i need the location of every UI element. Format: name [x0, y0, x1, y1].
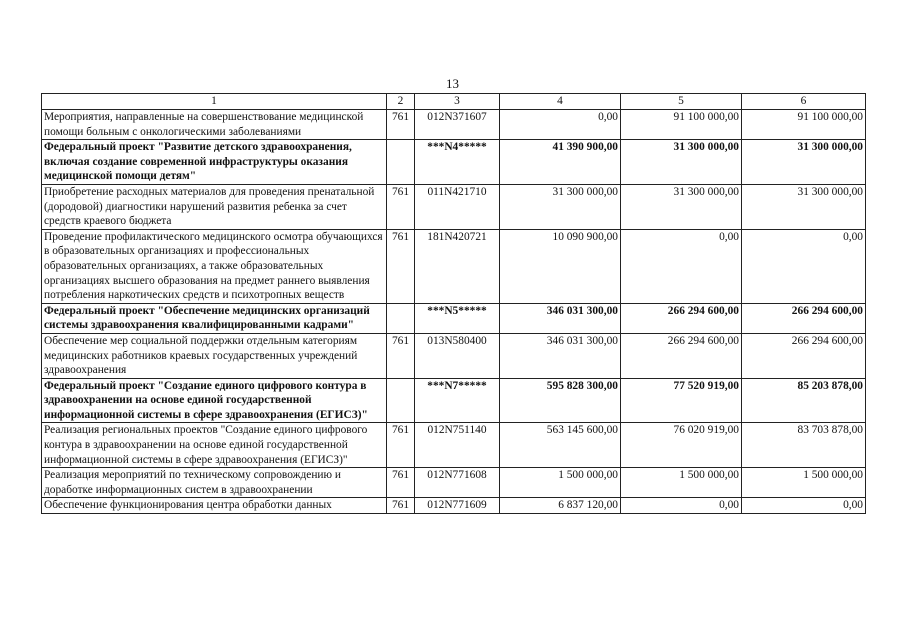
table-row: [42, 184, 866, 229]
row-grbs: [387, 378, 415, 423]
row-grbs: 761: [387, 468, 415, 498]
row-grbs: 761: [387, 229, 415, 303]
row-value-1: 10 090 900,00: [500, 229, 621, 303]
row-value-2: 0,00: [621, 229, 742, 303]
row-value-1: 41 390 900,00: [500, 140, 621, 185]
row-value-1: 346 031 300,00: [500, 303, 621, 333]
table-row: [42, 229, 866, 303]
header-cell-6: 6: [742, 94, 866, 110]
row-value-2: 31 300 000,00: [621, 184, 742, 229]
row-name: Обеспечение функционирования центра обработки данных: [42, 498, 387, 514]
row-grbs: 761: [387, 333, 415, 378]
row-value-2: 76 020 919,00: [621, 423, 742, 468]
row-value-1: 6 837 120,00: [500, 498, 621, 514]
row-value-3: 91 100 000,00: [742, 110, 866, 140]
row-code: ***N4*****: [415, 140, 500, 185]
row-grbs: [387, 140, 415, 185]
row-code: 012N371607: [415, 110, 500, 140]
table-header-row: [42, 94, 866, 110]
row-value-2: 77 520 919,00: [621, 378, 742, 423]
row-name: Приобретение расходных материалов для проведения пренатальной (дородовой) диагностики нарушений развития ребенка за счет средств краевого бюджета: [42, 184, 387, 229]
row-name: Реализация мероприятий по техническому сопровождению и доработке информационных систем в здравоохранении: [42, 468, 387, 498]
row-value-3: 1 500 000,00: [742, 468, 866, 498]
row-value-1: 346 031 300,00: [500, 333, 621, 378]
row-code: 181N420721: [415, 229, 500, 303]
row-value-1: 563 145 600,00: [500, 423, 621, 468]
row-value-2: 31 300 000,00: [621, 140, 742, 185]
row-value-1: 0,00: [500, 110, 621, 140]
budget-table: [41, 93, 866, 514]
row-code: 012N751140: [415, 423, 500, 468]
table-row: [42, 303, 866, 333]
row-name: Обеспечение мер социальной поддержки отдельным категориям медицинских работников краевых государственных учреждений здравоохранения: [42, 333, 387, 378]
table-row: [42, 468, 866, 498]
row-value-3: 83 703 878,00: [742, 423, 866, 468]
row-value-1: 1 500 000,00: [500, 468, 621, 498]
row-grbs: 761: [387, 423, 415, 468]
row-value-2: 266 294 600,00: [621, 333, 742, 378]
table-row: [42, 140, 866, 185]
header-cell-5: 5: [621, 94, 742, 110]
header-cell-4: 4: [500, 94, 621, 110]
row-name: Федеральный проект "Обеспечение медицинских организаций системы здравоохранения квалифицированными кадрами": [42, 303, 387, 333]
row-value-2: 91 100 000,00: [621, 110, 742, 140]
row-grbs: [387, 303, 415, 333]
row-name: Мероприятия, направленные на совершенствование медицинской помощи больным с онкологическими заболеваниями: [42, 110, 387, 140]
table-row: [42, 110, 866, 140]
row-grbs: 761: [387, 184, 415, 229]
row-grbs: 761: [387, 110, 415, 140]
row-code: 011N421710: [415, 184, 500, 229]
table-row: [42, 423, 866, 468]
row-code: ***N5*****: [415, 303, 500, 333]
table-row: [42, 498, 866, 514]
row-name: Федеральный проект "Развитие детского здравоохранения, включая создание современной инфраструктуры оказания медицинской помощи детям": [42, 140, 387, 185]
row-value-1: 595 828 300,00: [500, 378, 621, 423]
row-value-3: 266 294 600,00: [742, 303, 866, 333]
row-value-3: 85 203 878,00: [742, 378, 866, 423]
table-row: [42, 333, 866, 378]
row-value-3: 31 300 000,00: [742, 184, 866, 229]
header-cell-2: 2: [387, 94, 415, 110]
row-name: Проведение профилактического медицинского осмотра обучающихся в образовательных организациях и профессиональных образовательных организациях, а также образовательных организациях высшего образования на предмет раннего выявления потребления наркотических средств и психотропных веществ: [42, 229, 387, 303]
header-cell-1: 1: [42, 94, 387, 110]
row-value-1: 31 300 000,00: [500, 184, 621, 229]
row-name: Реализация региональных проектов "Создание единого цифрового контура в здравоохранении на основе единой государственной информационной системы в сфере здравоохранения (ЕГИСЗ)": [42, 423, 387, 468]
row-value-3: 0,00: [742, 229, 866, 303]
row-value-2: 0,00: [621, 498, 742, 514]
row-value-2: 1 500 000,00: [621, 468, 742, 498]
row-value-3: 266 294 600,00: [742, 333, 866, 378]
row-grbs: 761: [387, 498, 415, 514]
table-row: [42, 378, 866, 423]
row-value-3: 31 300 000,00: [742, 140, 866, 185]
row-value-2: 266 294 600,00: [621, 303, 742, 333]
row-code: ***N7*****: [415, 378, 500, 423]
page-number: 13: [446, 76, 459, 91]
header-cell-3: 3: [415, 94, 500, 110]
row-code: 012N771608: [415, 468, 500, 498]
row-name: Федеральный проект "Создание единого цифрового контура в здравоохранении на основе единой государственной информационной системы в сфере здравоохранения (ЕГИСЗ)": [42, 378, 387, 423]
row-code: 012N771609: [415, 498, 500, 514]
row-code: 013N580400: [415, 333, 500, 378]
row-value-3: 0,00: [742, 498, 866, 514]
